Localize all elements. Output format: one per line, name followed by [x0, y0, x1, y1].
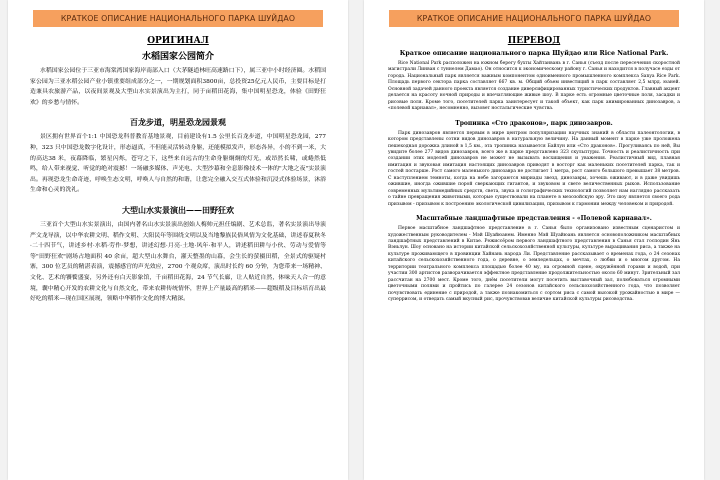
original-section1-paragraph: 景区拥有世界首个1:1 中国恐龙科普教育基地景观，目前建设有1.5 公里长百龙步道，中国明星恐龙园，277 种，323 只中国恐龙数字化设计，形态逼真，不但能灵活转动身躯，还能模拟发声，形态各异，小的不到一米，大的高达38 米，夜幕降临，繁星闪烁，苍穹之下，这些来自远古的生命身躯炯炯的灯光，或昂然长啸，或蜷然低鸣，给人带来视觉、听觉的绝对震撼！一场融多媒体、声光电、大型沙幕和全息影像技术一体的"大地之夜"实景演出。再现恐龙生命奇迹，呼唤生态文明，呼唤人与自然的和谐，让您完全融入交互式体验和沉浸式体验场景，沐浴生命和心灵的洗礼。 [30, 134, 326, 194]
translation-page [364, 0, 704, 480]
translation-section2-paragraph: Первое масштабное ландшафтное представление в г. Санья было организовано известным сценаристом и художественным руководителем - Мэй Шуайюанем. Именно Мэй Шуайюань является основоположником масштабных ландшафтных представлений в Китае. Режиссёром первого ландшафтного представления в Санья стал господин Янь Вэньлун. Шоу основано на истории китайской сельскохозяйственной культуры, культуре выращивания риса, а также на культуре проживающего в провинции Хайнань народа Ли. Представление рассказывает о временах года, о 24 сезонах китайского сельскохозяйственного года, о деревне, о земледельцах, о мечтах, о любви и о многом другом. На территории театрального комплекса площадью более 40 му, на огромной сцене, окружённой горами и водой, при участии 300 артистов разворачивается эффектное представление продолжительностью около 60 минут. Зрительный зал рассчитан на 2700 мест. Кроме того, днём посетители могут посетить выставочный зал, полюбоваться огромными цветочными полями и пройтись по галерее 24 сезонов китайского сельскохозяйственного года, что позволяет почувствовать единение с природой, а также познакомиться с сортом риса с самой высокой урожайностью в мире — суперрисом, и отведать самый вкусный рис, прочувствовав величие китайской культуры рисоводства. [388, 226, 680, 303]
original-section1-title: 百龙步道，明星恐龙园景观 [130, 117, 226, 128]
original-heading: ОРИГИНАЛ [147, 36, 209, 46]
translation-banner: КРАТКОЕ ОПИСАНИЕ НАЦИОНАЛЬНОГО ПАРКА ШУЙДАО [389, 10, 679, 27]
original-intro-paragraph: 水稻国家公园位于三亚市海棠湾国家海岸南部入口（大茅隧道林旺高速路口下），属三亚中小时经济圈。水稻国家公园为三亚水稻公园产业小镇重要组成部分之一，一期规划面积3800亩，总投资25亿元人民币，主要目标是打造兼具农旅游产品，以夜间景观及大型山水实景演出为主打，同于亩稻田花海，集中国明星恐龙，体验《田野狂欢》的乡愁与情怀。 [30, 68, 326, 106]
translation-heading: ПЕРЕВОД [507, 36, 561, 46]
translation-intro-paragraph: Rice National Park расположен на южном берегу бухты Хайтанвань в г. Санья (съезд после пересечения скоростной магистрали Линван с туннелем Дамао). Он относится к экономическому району г. Санья и находится в получасе езды от города. Национальный парк является важным компонентом одноименного промышленного комплекса Sanya Rice Park. Площадь первого сектора парка составляет 667 кв. м. Общий объем инвестиций в парк составляет 2,5 млрд. юаней. Основной задачей данного проекта является создание диверсифицированных туристических продуктов. Главный акцент делается на красоту ночной природы и впечатляющие живые шоу. В парке есть огромные цветочные поля, засадки и рисовые поля. Кроме того, посетителей парка заинтересует и такой объект, как парк анимированных динозавров, а «полевой карнавал», несомненно, вызовет ностальгические чувства. [388, 61, 680, 112]
translation-section1-title: Тропинка «Сто драконов», парк динозавров. [455, 119, 613, 127]
translation-title: Краткое описание национального парка Шуйдао или Rice National Park. [399, 50, 669, 57]
translation-section1-paragraph: Парк динозавров является первым в мире центром популяризации научных знаний в области палеонтологии, в котором представлены сотни видов динозавров в натуральную величину. На данный момент в парке уже проложена пешеходная дорожка длиной в 1,5 км., эта тропинка называется Байлун или «Сто драконов». Прогуливаясь по ней, Вы увидите более 277 видов динозавров, всего же в парке представлено 323 скульптуры. Точность и реалистичность при создании этих моделей динозавров не может не вызывать восхищения и уважения. Реалистичный вид, плавная имитация и звуковая имитация настоящих динозавров приводят в восторг как маленьких посетителей парка, так и гостей постарше. Рост самого маленького динозавра не достигает 1 метра, рост самого большого превышает 38 метров. С наступлением темноты, когда на небе загораются мириады звезд, динозавры, хочешь оживают, и в даже увидишь ожившие, иногда ожившие порой сверкающих гигантов, и звуковом и свете величественных рыков. Использование современных мультимедийных средств, света, звука и голографических технологий позволяет нам наглядно рассказать о тайне превращения животными, которые существовали на планете в мезозойскую эру. Это шоу является своего рода призывом - призывом к построению экологической цивилизации, призывом к гармонии между человеком и природой. [388, 130, 680, 207]
original-banner: КРАТКОЕ ОПИСАНИЕ НАЦИОНАЛЬНОГО ПАРКА ШУЙДАО [33, 10, 323, 27]
original-title: 水稻国家公园简介 [141, 52, 214, 62]
original-page [8, 0, 348, 480]
original-section2-paragraph: 三亚首个大型山水实景演出，由国内著名山水实景演出创始人梅帅元担任编剧、艺术总监，著名实景演出导演严文龙导演，以中华农耕文明、稻作文明、大阳民年等围绕文明以及当地黎族民俗风情为文化基础，讲述春夏秋冬·二十四节气，讲述乡村·水稻·劳作·梦想，讲述幻想·月亮·土地·风年·和平人，讲述稻田耕与小伙、劳动与爱情等等"田野狂欢"剧场占地面积 40 余亩，超大型山水舞台，灌天整墨的山幕，会生长的萤摄田稻，全景式的驱疑村寨，300 位艺员的精湛表演，震撼感官的声光效应，2700 个观众席，演出时长约 60 分钟，为您带来一场精神、文化、艺术的饕餮盛宴，另外还有白天影象馆，千亩稻田花海，24 节气长廊，让人贴近自然，体味天人合一的意境，囊中精心开发的农耕文化与自然文化，带来农耕传统情怀，世界上产量最高的稻米——超级稻及目标培育出最好吃的稻米—现在国区展现，领略中华稻作文化的博大精深。 [30, 221, 326, 303]
original-section2-title: 大型山水实景演出——田野狂欢 [122, 204, 234, 215]
translation-section2-title: Масштабные ландшафтные представления - «Полевой карнавал». [416, 215, 652, 223]
